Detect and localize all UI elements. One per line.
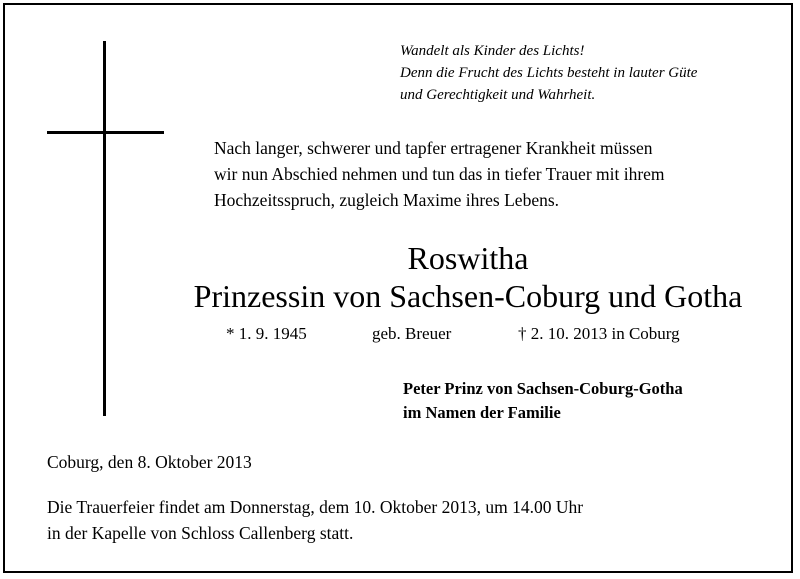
funeral-line: Die Trauerfeier findet am Donnerstag, dem 10. Oktober 2013, um 14.00 Uhr	[47, 497, 584, 517]
motto-line: Denn die Frucht des Lichts besteht in lauter Güte	[400, 65, 698, 81]
funeral-info	[47, 494, 583, 546]
death-date: † 2. 10. 2013 in Coburg	[518, 324, 680, 343]
cross-vertical-bar	[103, 41, 106, 416]
maiden-name: geb. Breuer	[372, 324, 452, 343]
cross-horizontal-bar	[47, 131, 164, 134]
deceased-first-name: Roswitha	[407, 240, 529, 276]
signatory-line: Peter Prinz von Sachsen-Coburg-Gotha	[403, 379, 683, 398]
place-and-date: Coburg, den 8. Oktober 2013	[47, 452, 252, 472]
intro-line: Nach langer, schwerer und tapfer ertragener Krankheit müssen	[214, 138, 653, 158]
signatory-block	[403, 377, 683, 425]
motto-line: Wandelt als Kinder des Lichts!	[400, 43, 585, 59]
deceased-title-name: Prinzessin von Sachsen-Coburg und Gotha	[193, 278, 743, 314]
birth-date: * 1. 9. 1945	[226, 324, 307, 343]
bible-motto	[400, 40, 697, 106]
funeral-line: in der Kapelle von Schloss Callenberg statt.	[47, 523, 354, 543]
intro-text	[214, 135, 665, 213]
signatory-line: im Namen der Familie	[403, 403, 561, 422]
intro-line: wir nun Abschied nehmen und tun das in tiefer Trauer mit ihrem	[214, 164, 665, 184]
intro-line: Hochzeitsspruch, zugleich Maxime ihres Lebens.	[214, 190, 560, 210]
motto-line: und Gerechtigkeit und Wahrheit.	[400, 87, 596, 103]
